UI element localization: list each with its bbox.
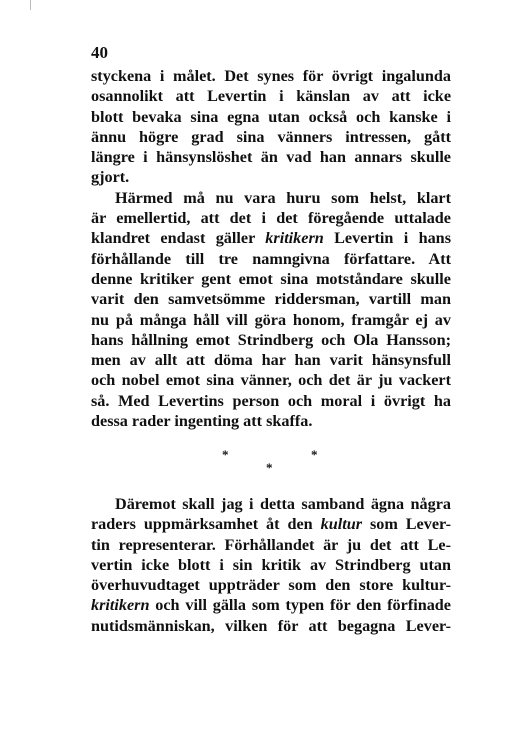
text-line: tin representerar. Förhållandet är ju det att Le- <box>91 535 451 554</box>
text-line: förhållande till tre namngivna författare. Att <box>91 249 451 268</box>
text-line: Däremot skall jag i detta samband ägna några <box>115 495 451 513</box>
text-line: denne kritiker gent emot sina motståndare skulle <box>91 269 451 288</box>
text-line: så. Med Levertins person och moral i övrigt ha <box>91 391 451 410</box>
text-line: dessa rader ingenting att skaffa. <box>91 412 313 431</box>
text-line: osannolikt att Levertin i känslan av att icke <box>91 87 451 106</box>
text-line: styckena i målet. Det synes för övrigt ingalunda <box>91 67 451 85</box>
text-line: nu på många håll vill göra honom, framgår ej av <box>91 310 451 329</box>
paragraph-block-lower <box>91 494 451 636</box>
text-line: blott bevaka sina egna utan också och kanske i <box>91 107 451 126</box>
emphasized-word: kritikern <box>91 596 150 615</box>
separator-asterisk: * <box>311 447 318 462</box>
paragraph-block-upper <box>91 66 451 431</box>
text-line: och nobel emot sina vänner, och det är ju vackert <box>91 371 451 390</box>
text-line: nutidsmänniskan, vilken för att begagna Lever- <box>91 616 451 635</box>
emphasized-word: kultur <box>320 515 363 534</box>
separator-asterisk: * <box>266 460 273 475</box>
text-line: klandret endast gäller kritikern Levertin i hans <box>91 229 451 248</box>
text-line: är emellertid, att det i det föregående uttalade <box>91 209 451 228</box>
text-line: kritikern och vill gälla som typen för den förfinade <box>91 596 451 615</box>
separator-asterisk: * <box>222 447 229 462</box>
text-line: raders uppmärksamhet åt den kultur som Lever- <box>91 515 451 534</box>
page-number: 40 <box>91 43 108 62</box>
text-line: gjort. <box>91 168 130 187</box>
text-line: ännu högre grad sina vänners intressen, gått <box>91 127 451 146</box>
text-line: Härmed må nu vara huru som helst, klart <box>115 188 451 207</box>
text-line: vertin icke blott i sin kritik av Strindberg utan <box>91 555 451 574</box>
scan-margin-mark <box>30 0 31 10</box>
text-line: hans hållning emot Strindberg och Ola Hansson; <box>91 330 451 349</box>
text-line: längre i hänsynslöshet än vad han annars skulle <box>91 148 451 167</box>
text-line: varit den samvetsömme riddersman, vartill man <box>91 290 451 309</box>
emphasized-word: kritikern <box>265 229 324 248</box>
text-line: men av allt att döma har han varit hänsynsfull <box>91 351 451 370</box>
text-line: överhuvudtaget uppträder som den store kultur- <box>91 576 451 595</box>
